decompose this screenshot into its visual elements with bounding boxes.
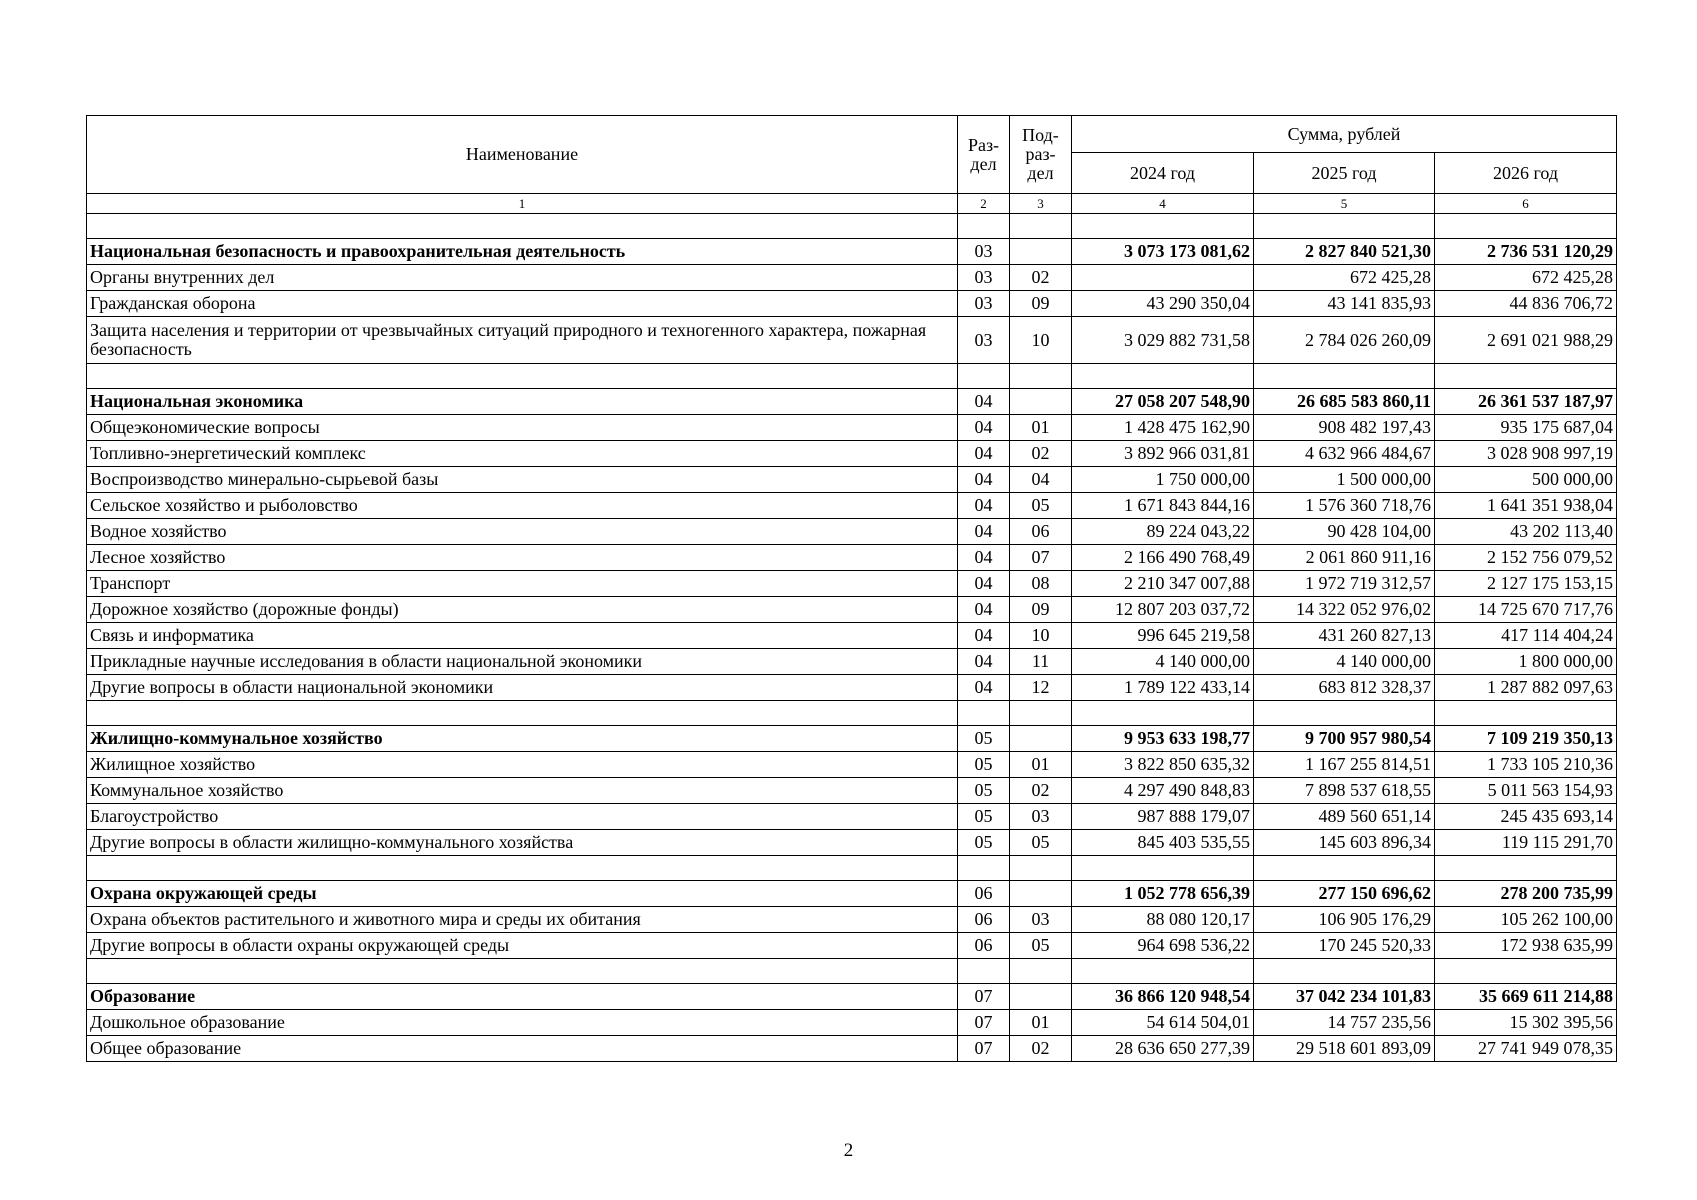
table-row-spacer xyxy=(87,214,1617,239)
row-value-2026: 44 836 706,72 xyxy=(1435,291,1617,317)
empty-cell xyxy=(958,214,1010,239)
row-value-2026: 15 302 395,56 xyxy=(1435,1010,1617,1036)
row-section: 04 xyxy=(958,519,1010,545)
row-value-2025: 43 141 835,93 xyxy=(1254,291,1435,317)
row-section: 04 xyxy=(958,623,1010,649)
empty-cell xyxy=(1010,856,1072,881)
empty-cell xyxy=(1072,959,1254,984)
row-section: 04 xyxy=(958,441,1010,467)
table-row xyxy=(87,1036,1617,1062)
row-subsection: 10 xyxy=(1010,623,1072,649)
empty-cell xyxy=(958,959,1010,984)
empty-cell xyxy=(1010,959,1072,984)
row-value-2026: 26 361 537 187,97 xyxy=(1435,389,1617,415)
column-number: 4 xyxy=(1072,194,1254,214)
row-value-2024: 3 029 882 731,58 xyxy=(1072,317,1254,364)
row-section: 07 xyxy=(958,1036,1010,1062)
table-row xyxy=(87,519,1617,545)
empty-cell xyxy=(1010,214,1072,239)
row-name: Воспроизводство минерально-сырьевой базы xyxy=(87,467,958,493)
row-subsection: 09 xyxy=(1010,291,1072,317)
empty-cell xyxy=(958,856,1010,881)
row-subsection: 04 xyxy=(1010,467,1072,493)
row-name: Охрана объектов растительного и животного мира и среды их обитания xyxy=(87,907,958,933)
row-section: 04 xyxy=(958,545,1010,571)
row-subsection: 05 xyxy=(1010,830,1072,856)
row-name: Национальная безопасность и правоохранительная деятельность xyxy=(87,239,958,265)
row-name: Связь и информатика xyxy=(87,623,958,649)
empty-cell xyxy=(1072,856,1254,881)
header-subsection: Под- раз- дел xyxy=(1010,116,1072,194)
row-subsection xyxy=(1010,984,1072,1010)
table-row xyxy=(87,1010,1617,1036)
row-value-2026: 1 800 000,00 xyxy=(1435,649,1617,675)
row-value-2024: 1 428 475 162,90 xyxy=(1072,415,1254,441)
row-value-2026: 119 115 291,70 xyxy=(1435,830,1617,856)
row-subsection: 01 xyxy=(1010,1010,1072,1036)
column-number: 5 xyxy=(1254,194,1435,214)
row-value-2025: 489 560 651,14 xyxy=(1254,804,1435,830)
row-value-2026: 7 109 219 350,13 xyxy=(1435,726,1617,752)
row-value-2025: 14 322 052 976,02 xyxy=(1254,597,1435,623)
empty-cell xyxy=(1072,214,1254,239)
table-row xyxy=(87,291,1617,317)
column-number: 6 xyxy=(1435,194,1617,214)
empty-cell xyxy=(1072,364,1254,389)
row-value-2026: 2 691 021 988,29 xyxy=(1435,317,1617,364)
column-number: 3 xyxy=(1010,194,1072,214)
empty-cell xyxy=(87,214,958,239)
row-section: 03 xyxy=(958,317,1010,364)
table-row xyxy=(87,933,1617,959)
row-name: Дошкольное образование xyxy=(87,1010,958,1036)
row-value-2024: 3 822 850 635,32 xyxy=(1072,752,1254,778)
table-row xyxy=(87,649,1617,675)
row-name: Лесное хозяйство xyxy=(87,545,958,571)
empty-cell xyxy=(1072,701,1254,726)
row-subsection xyxy=(1010,239,1072,265)
row-subsection: 03 xyxy=(1010,907,1072,933)
row-section: 04 xyxy=(958,675,1010,701)
row-name: Общеэкономические вопросы xyxy=(87,415,958,441)
row-subsection: 05 xyxy=(1010,933,1072,959)
row-section: 05 xyxy=(958,752,1010,778)
row-name: Дорожное хозяйство (дорожные фонды) xyxy=(87,597,958,623)
row-value-2024: 9 953 633 198,77 xyxy=(1072,726,1254,752)
row-value-2024: 88 080 120,17 xyxy=(1072,907,1254,933)
empty-cell xyxy=(1435,364,1617,389)
row-name: Образование xyxy=(87,984,958,1010)
row-name: Общее образование xyxy=(87,1036,958,1062)
table-row xyxy=(87,545,1617,571)
row-value-2025: 14 757 235,56 xyxy=(1254,1010,1435,1036)
row-subsection: 02 xyxy=(1010,1036,1072,1062)
row-value-2025: 1 167 255 814,51 xyxy=(1254,752,1435,778)
row-name: Национальная экономика xyxy=(87,389,958,415)
row-name: Транспорт xyxy=(87,571,958,597)
row-value-2024 xyxy=(1072,265,1254,291)
empty-cell xyxy=(1435,214,1617,239)
table-row-section-total xyxy=(87,726,1617,752)
row-subsection: 06 xyxy=(1010,519,1072,545)
table-row-spacer xyxy=(87,701,1617,726)
row-value-2025: 2 827 840 521,30 xyxy=(1254,239,1435,265)
row-value-2026: 5 011 563 154,93 xyxy=(1435,778,1617,804)
row-name: Защита населения и территории от чрезвычайных ситуаций природного и техногенного характера, пожарная безопасность xyxy=(87,317,958,364)
table-row xyxy=(87,317,1617,364)
row-value-2025: 1 972 719 312,57 xyxy=(1254,571,1435,597)
header-section: Раз- дел xyxy=(958,116,1010,194)
row-section: 06 xyxy=(958,907,1010,933)
empty-cell xyxy=(87,856,958,881)
row-section: 04 xyxy=(958,571,1010,597)
row-value-2025: 90 428 104,00 xyxy=(1254,519,1435,545)
empty-cell xyxy=(958,364,1010,389)
row-section: 05 xyxy=(958,726,1010,752)
row-subsection: 02 xyxy=(1010,778,1072,804)
table-row-section-total xyxy=(87,881,1617,907)
table-row xyxy=(87,571,1617,597)
table-row-section-total xyxy=(87,239,1617,265)
header-year-2024: 2024 год xyxy=(1072,153,1254,194)
row-section: 04 xyxy=(958,649,1010,675)
row-subsection: 03 xyxy=(1010,804,1072,830)
table-row-spacer xyxy=(87,959,1617,984)
row-value-2024: 845 403 535,55 xyxy=(1072,830,1254,856)
row-name: Топливно-энергетический комплекс xyxy=(87,441,958,467)
row-name: Коммунальное хозяйство xyxy=(87,778,958,804)
row-value-2025: 4 140 000,00 xyxy=(1254,649,1435,675)
row-value-2024: 987 888 179,07 xyxy=(1072,804,1254,830)
header-name: Наименование xyxy=(87,116,958,194)
row-value-2024: 964 698 536,22 xyxy=(1072,933,1254,959)
table-row-spacer xyxy=(87,364,1617,389)
row-name: Прикладные научные исследования в области национальной экономики xyxy=(87,649,958,675)
row-value-2025: 908 482 197,43 xyxy=(1254,415,1435,441)
row-value-2025: 7 898 537 618,55 xyxy=(1254,778,1435,804)
row-value-2025: 277 150 696,62 xyxy=(1254,881,1435,907)
row-value-2025: 37 042 234 101,83 xyxy=(1254,984,1435,1010)
empty-cell xyxy=(1254,856,1435,881)
row-section: 06 xyxy=(958,933,1010,959)
row-value-2025: 4 632 966 484,67 xyxy=(1254,441,1435,467)
table-row-section-total xyxy=(87,984,1617,1010)
row-subsection: 01 xyxy=(1010,415,1072,441)
table-row xyxy=(87,778,1617,804)
row-value-2025: 26 685 583 860,11 xyxy=(1254,389,1435,415)
row-value-2024: 12 807 203 037,72 xyxy=(1072,597,1254,623)
row-subsection: 02 xyxy=(1010,441,1072,467)
row-value-2024: 28 636 650 277,39 xyxy=(1072,1036,1254,1062)
row-section: 05 xyxy=(958,830,1010,856)
column-number: 2 xyxy=(958,194,1010,214)
row-section: 04 xyxy=(958,597,1010,623)
row-value-2026: 172 938 635,99 xyxy=(1435,933,1617,959)
row-value-2024: 4 297 490 848,83 xyxy=(1072,778,1254,804)
row-value-2024: 43 290 350,04 xyxy=(1072,291,1254,317)
empty-cell xyxy=(1010,701,1072,726)
row-value-2026: 1 287 882 097,63 xyxy=(1435,675,1617,701)
table-row-section-total xyxy=(87,389,1617,415)
row-name: Органы внутренних дел xyxy=(87,265,958,291)
header-sum: Сумма, рублей xyxy=(1072,116,1617,153)
row-subsection: 10 xyxy=(1010,317,1072,364)
row-value-2026: 14 725 670 717,76 xyxy=(1435,597,1617,623)
table-row xyxy=(87,441,1617,467)
row-section: 03 xyxy=(958,265,1010,291)
budget-table xyxy=(86,115,1617,1062)
row-subsection: 01 xyxy=(1010,752,1072,778)
row-value-2025: 9 700 957 980,54 xyxy=(1254,726,1435,752)
row-subsection xyxy=(1010,726,1072,752)
table-row xyxy=(87,907,1617,933)
row-value-2024: 2 166 490 768,49 xyxy=(1072,545,1254,571)
row-name: Жилищное хозяйство xyxy=(87,752,958,778)
table-row xyxy=(87,804,1617,830)
row-section: 03 xyxy=(958,239,1010,265)
table-row xyxy=(87,675,1617,701)
row-name: Водное хозяйство xyxy=(87,519,958,545)
row-value-2026: 935 175 687,04 xyxy=(1435,415,1617,441)
row-value-2024: 1 052 778 656,39 xyxy=(1072,881,1254,907)
row-value-2024: 3 073 173 081,62 xyxy=(1072,239,1254,265)
empty-cell xyxy=(87,701,958,726)
row-name: Другие вопросы в области жилищно-коммунального хозяйства xyxy=(87,830,958,856)
row-subsection: 09 xyxy=(1010,597,1072,623)
table-row xyxy=(87,830,1617,856)
empty-cell xyxy=(1010,364,1072,389)
row-value-2025: 1 576 360 718,76 xyxy=(1254,493,1435,519)
empty-cell xyxy=(1254,214,1435,239)
row-value-2025: 1 500 000,00 xyxy=(1254,467,1435,493)
row-value-2025: 170 245 520,33 xyxy=(1254,933,1435,959)
table-row xyxy=(87,493,1617,519)
row-value-2024: 54 614 504,01 xyxy=(1072,1010,1254,1036)
table-row xyxy=(87,415,1617,441)
empty-cell xyxy=(87,959,958,984)
row-value-2026: 2 736 531 120,29 xyxy=(1435,239,1617,265)
row-section: 04 xyxy=(958,493,1010,519)
table-row xyxy=(87,265,1617,291)
row-subsection: 08 xyxy=(1010,571,1072,597)
row-subsection: 11 xyxy=(1010,649,1072,675)
row-section: 04 xyxy=(958,389,1010,415)
row-value-2024: 1 671 843 844,16 xyxy=(1072,493,1254,519)
row-value-2026: 2 152 756 079,52 xyxy=(1435,545,1617,571)
row-subsection: 05 xyxy=(1010,493,1072,519)
row-section: 03 xyxy=(958,291,1010,317)
table-body xyxy=(87,214,1617,1062)
row-value-2024: 36 866 120 948,54 xyxy=(1072,984,1254,1010)
row-value-2026: 245 435 693,14 xyxy=(1435,804,1617,830)
row-name: Охрана окружающей среды xyxy=(87,881,958,907)
row-value-2024: 1 750 000,00 xyxy=(1072,467,1254,493)
empty-cell xyxy=(1254,701,1435,726)
row-value-2024: 4 140 000,00 xyxy=(1072,649,1254,675)
column-numbers-row xyxy=(87,194,1617,214)
row-value-2025: 29 518 601 893,09 xyxy=(1254,1036,1435,1062)
row-subsection: 02 xyxy=(1010,265,1072,291)
row-value-2024: 2 210 347 007,88 xyxy=(1072,571,1254,597)
row-name: Гражданская оборона xyxy=(87,291,958,317)
row-section: 05 xyxy=(958,804,1010,830)
table-row xyxy=(87,623,1617,649)
row-value-2026: 27 741 949 078,35 xyxy=(1435,1036,1617,1062)
table-row xyxy=(87,597,1617,623)
empty-cell xyxy=(87,364,958,389)
row-name: Другие вопросы в области национальной экономики xyxy=(87,675,958,701)
row-section: 04 xyxy=(958,415,1010,441)
table-row xyxy=(87,752,1617,778)
row-value-2025: 431 260 827,13 xyxy=(1254,623,1435,649)
row-value-2025: 672 425,28 xyxy=(1254,265,1435,291)
row-value-2025: 2 784 026 260,09 xyxy=(1254,317,1435,364)
header-year-2026: 2026 год xyxy=(1435,153,1617,194)
row-value-2024: 89 224 043,22 xyxy=(1072,519,1254,545)
row-name: Благоустройство xyxy=(87,804,958,830)
header-year-2025: 2025 год xyxy=(1254,153,1435,194)
page-number: 2 xyxy=(843,1140,854,1161)
empty-cell xyxy=(1435,959,1617,984)
row-value-2026: 3 028 908 997,19 xyxy=(1435,441,1617,467)
row-value-2025: 2 061 860 911,16 xyxy=(1254,545,1435,571)
row-value-2026: 1 641 351 938,04 xyxy=(1435,493,1617,519)
row-value-2026: 672 425,28 xyxy=(1435,265,1617,291)
row-value-2026: 500 000,00 xyxy=(1435,467,1617,493)
row-value-2026: 2 127 175 153,15 xyxy=(1435,571,1617,597)
table-row xyxy=(87,467,1617,493)
row-value-2024: 3 892 966 031,81 xyxy=(1072,441,1254,467)
row-section: 07 xyxy=(958,1010,1010,1036)
empty-cell xyxy=(1254,959,1435,984)
column-number: 1 xyxy=(87,194,958,214)
row-name: Жилищно-коммунальное хозяйство xyxy=(87,726,958,752)
row-subsection: 12 xyxy=(1010,675,1072,701)
empty-cell xyxy=(958,701,1010,726)
row-value-2025: 145 603 896,34 xyxy=(1254,830,1435,856)
row-name: Сельское хозяйство и рыболовство xyxy=(87,493,958,519)
row-subsection xyxy=(1010,881,1072,907)
row-value-2026: 1 733 105 210,36 xyxy=(1435,752,1617,778)
row-section: 07 xyxy=(958,984,1010,1010)
row-value-2024: 1 789 122 433,14 xyxy=(1072,675,1254,701)
row-value-2026: 35 669 611 214,88 xyxy=(1435,984,1617,1010)
row-value-2026: 278 200 735,99 xyxy=(1435,881,1617,907)
row-section: 06 xyxy=(958,881,1010,907)
row-subsection: 07 xyxy=(1010,545,1072,571)
row-value-2025: 683 812 328,37 xyxy=(1254,675,1435,701)
empty-cell xyxy=(1435,701,1617,726)
row-value-2025: 106 905 176,29 xyxy=(1254,907,1435,933)
row-value-2024: 27 058 207 548,90 xyxy=(1072,389,1254,415)
row-value-2024: 996 645 219,58 xyxy=(1072,623,1254,649)
row-subsection xyxy=(1010,389,1072,415)
row-value-2026: 43 202 113,40 xyxy=(1435,519,1617,545)
row-section: 04 xyxy=(958,467,1010,493)
row-section: 05 xyxy=(958,778,1010,804)
empty-cell xyxy=(1435,856,1617,881)
row-value-2026: 417 114 404,24 xyxy=(1435,623,1617,649)
row-value-2026: 105 262 100,00 xyxy=(1435,907,1617,933)
row-name: Другие вопросы в области охраны окружающей среды xyxy=(87,933,958,959)
table-row-spacer xyxy=(87,856,1617,881)
empty-cell xyxy=(1254,364,1435,389)
